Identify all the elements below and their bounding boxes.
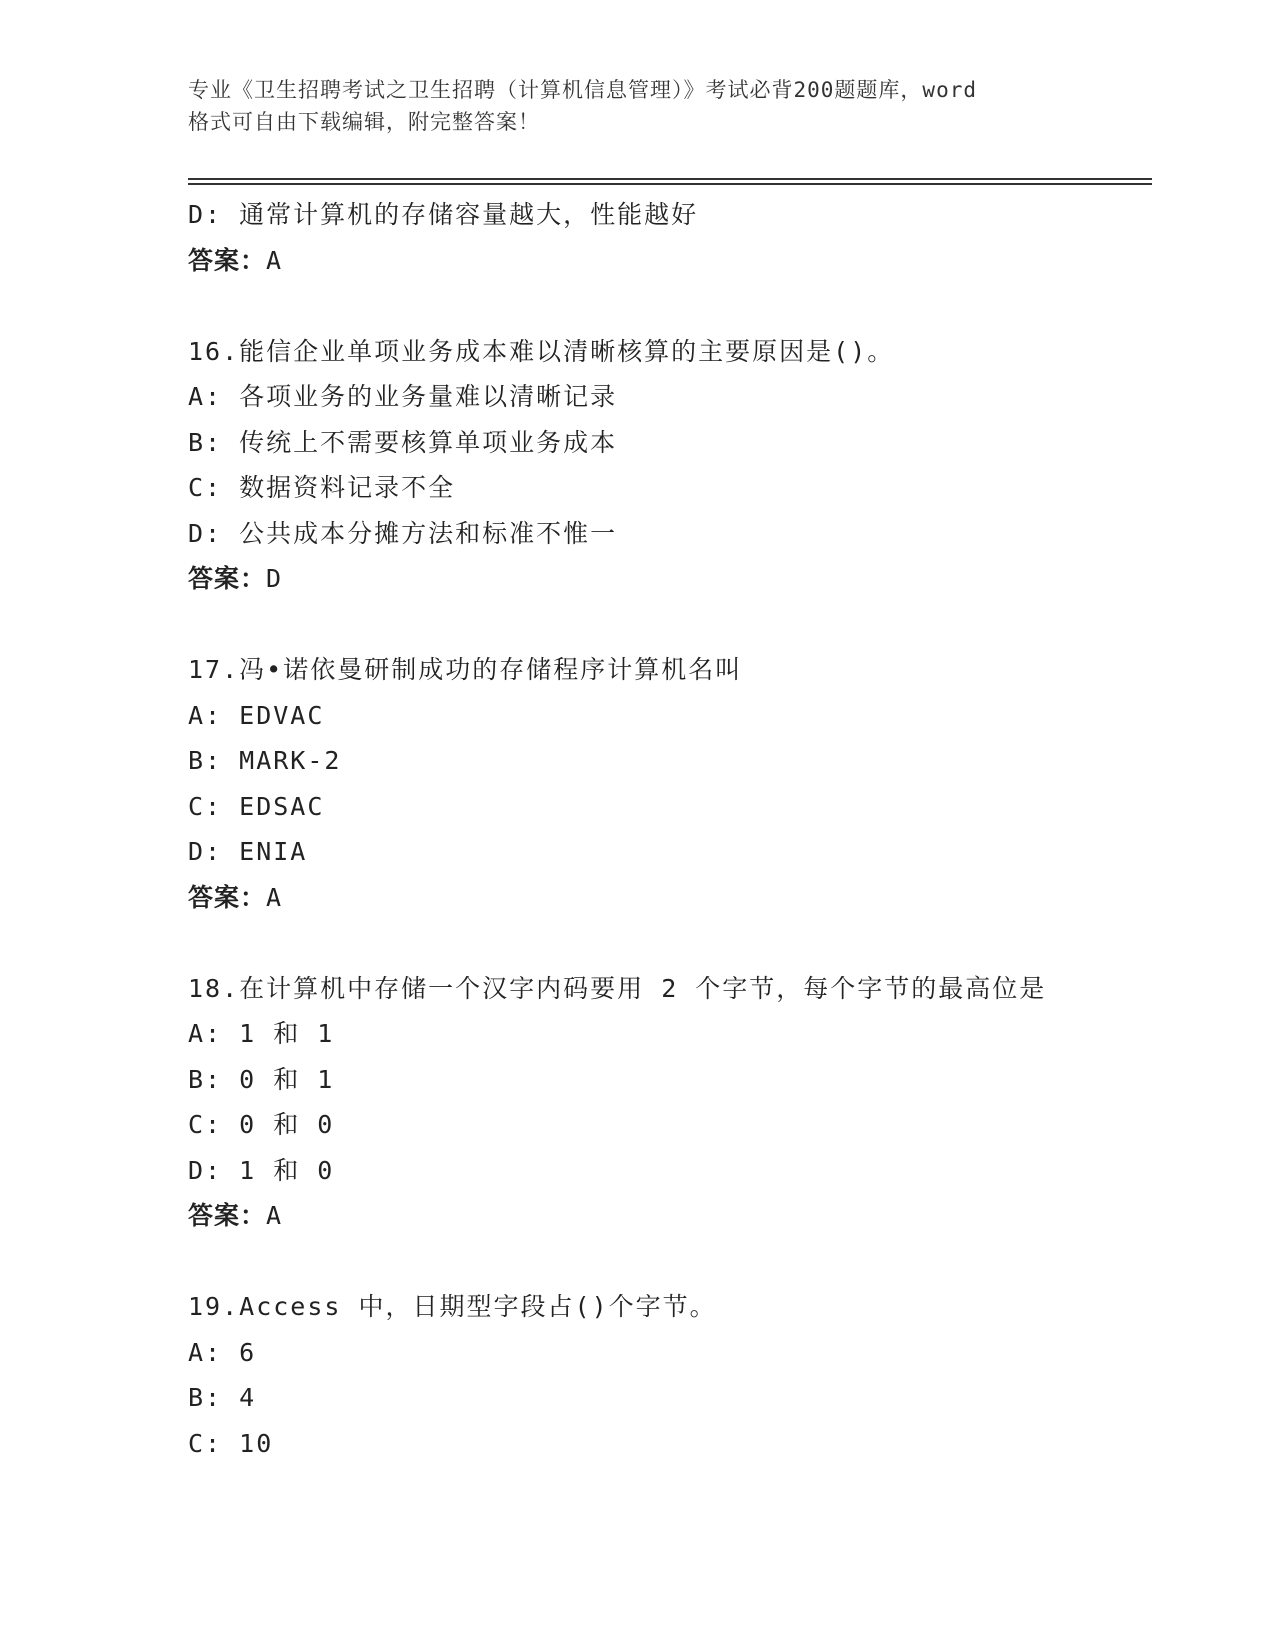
spacer xyxy=(188,920,1148,966)
option-c: C: 数据资料记录不全 xyxy=(188,473,456,502)
spacer xyxy=(188,283,1148,329)
question-list xyxy=(188,192,1148,1466)
answer-value: A xyxy=(266,1201,283,1230)
question-stem: 16.能信企业单项业务成本难以清晰核算的主要原因是()。 xyxy=(188,336,895,366)
answer-value: A xyxy=(266,882,283,912)
option-c: C: EDSAC xyxy=(188,791,325,821)
question-stem: 18.在计算机中存储一个汉字内码要用 2 个字节，每个字节的最高位是 xyxy=(188,973,1047,1003)
option-a: A: 1 和 1 xyxy=(188,1019,335,1048)
answer-value: A xyxy=(266,245,283,275)
header-line-1: 专业《卫生招聘考试之卫生招聘（计算机信息管理）》考试必背200题题库，word xyxy=(188,78,977,102)
answer-label: 答案： xyxy=(188,1201,267,1230)
option-c: C: 0 和 0 xyxy=(188,1110,335,1139)
question-stem: 17.冯•诺依曼研制成功的存储程序计算机名叫 xyxy=(188,655,743,684)
option-c: C: 10 xyxy=(188,1428,274,1458)
option-d: D: 公共成本分摊方法和标准不惟一 xyxy=(188,518,618,548)
option-a: A: 6 xyxy=(188,1337,257,1367)
answer-line xyxy=(188,875,1148,921)
answer-line xyxy=(188,556,1148,602)
header-divider-top xyxy=(188,178,1152,180)
option-b: B: MARK-2 xyxy=(188,746,342,775)
spacer xyxy=(188,1239,1148,1285)
option-a: A: EDVAC xyxy=(188,700,325,730)
option-b: B: 4 xyxy=(188,1383,257,1412)
question-stem: 19.Access 中，日期型字段占()个字节。 xyxy=(188,1292,717,1321)
header-line-2: 格式可自由下载编辑，附完整答案！ xyxy=(188,110,540,134)
option-d: D: ENIA xyxy=(188,837,308,866)
option-d: D: 1 和 0 xyxy=(188,1155,335,1185)
answer-label: 答案： xyxy=(188,882,267,912)
header-divider-bottom xyxy=(188,183,1152,185)
spacer xyxy=(188,602,1148,648)
option-b: B: 传统上不需要核算单项业务成本 xyxy=(188,427,618,457)
answer-value: D xyxy=(266,564,283,593)
document-header xyxy=(188,74,1108,138)
answer-label: 答案： xyxy=(188,564,267,593)
option-a: A: 各项业务的业务量难以清晰记录 xyxy=(188,382,618,411)
option-d: D: 通常计算机的存储容量越大，性能越好 xyxy=(188,200,699,229)
answer-line xyxy=(188,238,1148,284)
answer-label: 答案： xyxy=(188,245,267,275)
answer-line xyxy=(188,1193,1148,1239)
option-b: B: 0 和 1 xyxy=(188,1064,335,1094)
